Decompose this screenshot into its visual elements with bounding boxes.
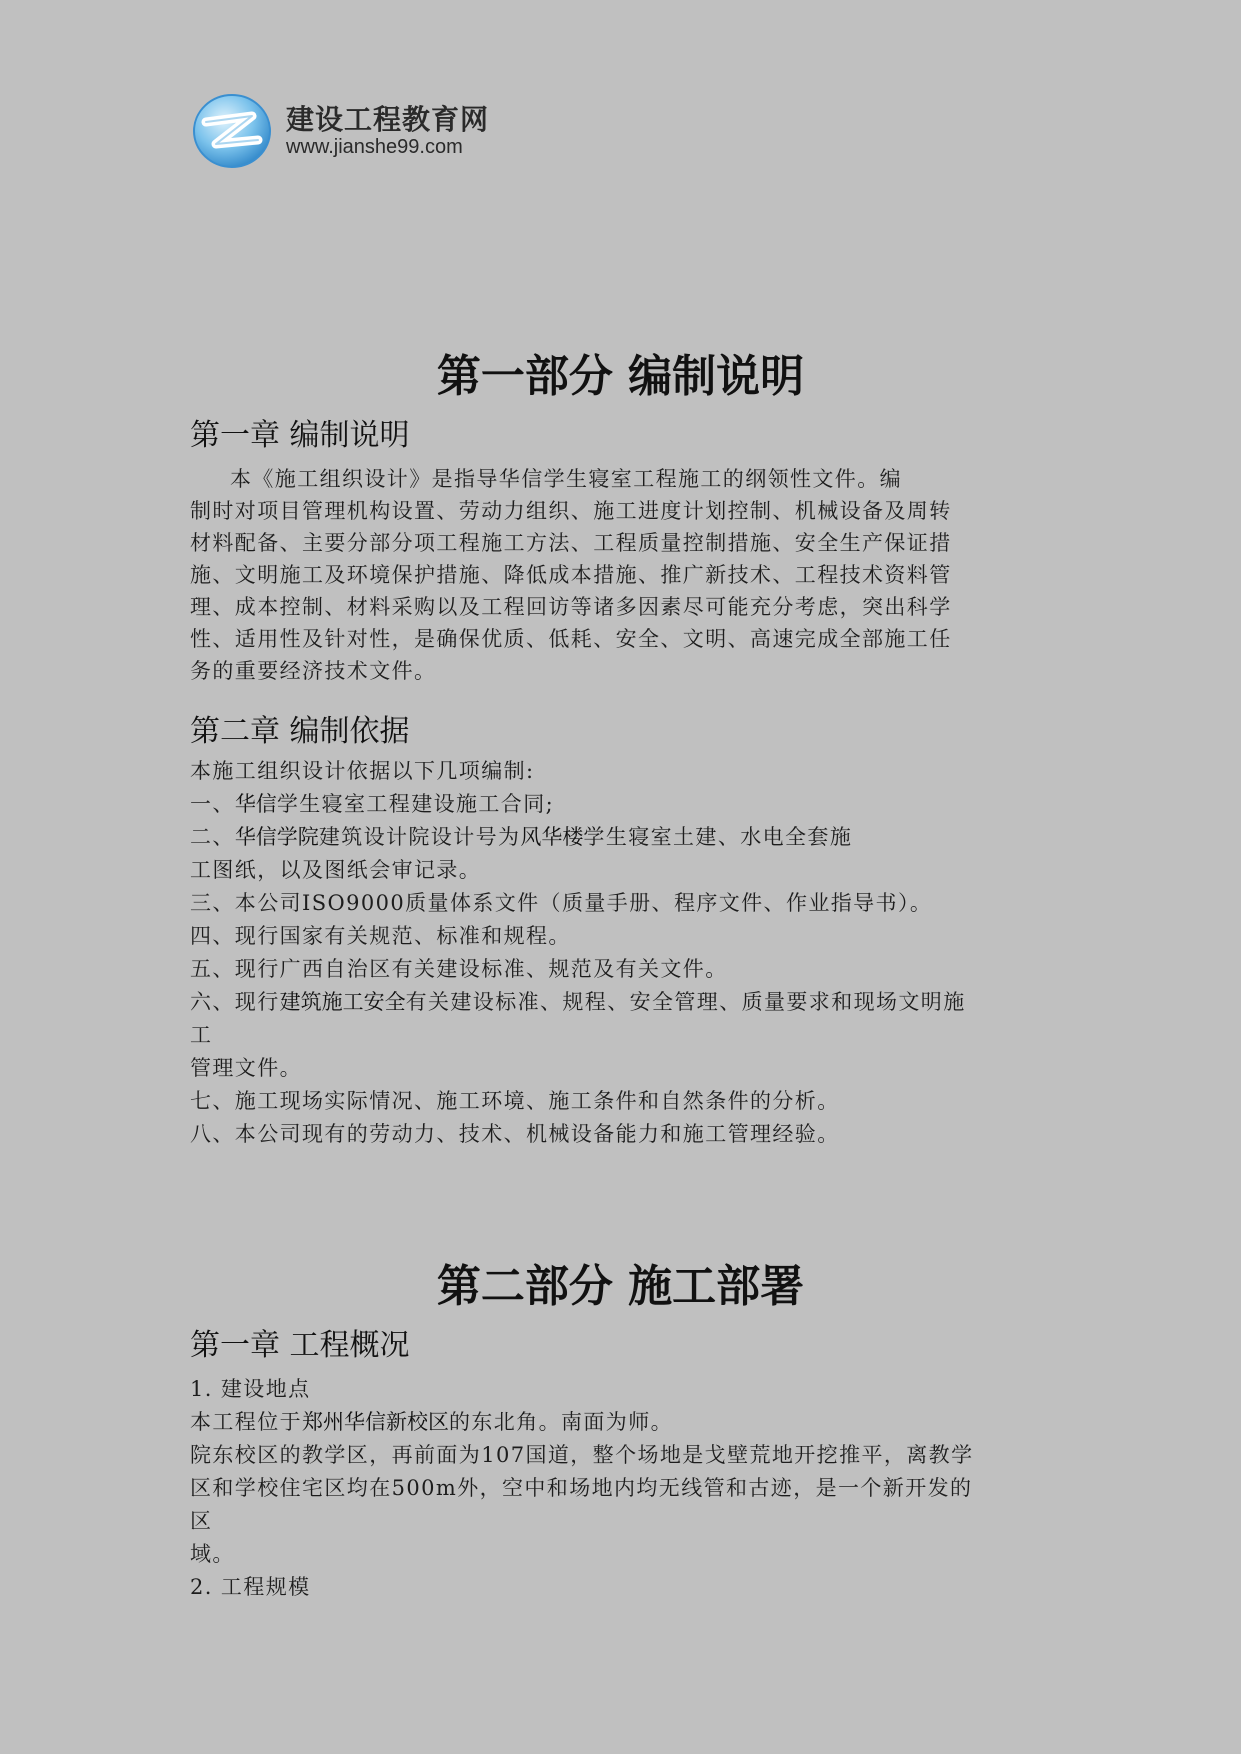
paragraph-line: 本《施工组织设计》是指导华信学生寝室工程施工的纲领性文件。编 — [230, 467, 902, 491]
basis-item-2 — [190, 822, 852, 852]
basis-item-prefix: 一、 — [190, 792, 235, 816]
part1-chapter1-title: 第一章 编制说明 — [190, 418, 410, 453]
basis-item-8: 八、本公司现有的劳动力、技术、机械设备能力和施工管理经验。 — [190, 1122, 840, 1146]
part2-chapter1-title: 第一章 工程概况 — [190, 1328, 410, 1363]
basis-item-4: 四、现行国家有关规范、标准和规程。 — [190, 924, 571, 948]
basis-item-7: 七、施工现场实际情况、施工环境、施工条件和自然条件的分析。 — [190, 1089, 840, 1113]
basis-item-prefix: 二、 — [190, 825, 235, 849]
basis-item-6 — [190, 987, 966, 1017]
basis-item-prefix: 六、现行 — [190, 990, 280, 1014]
logo-icon — [192, 92, 272, 170]
paragraph-line: 理、成本控制、材料采购以及工程回访等诸多因素尽可能充分考虑，突出科学 — [190, 595, 952, 619]
paragraph-line: 域。 — [190, 1542, 235, 1566]
paragraph-line: 性、适用性及针对性，是确保优质、低耗、安全、文明、高速完成全部施工任 — [190, 627, 952, 651]
paragraph-line: 材料配备、主要分部分项工程施工方法、工程质量控制措施、安全生产保证措 — [190, 531, 952, 555]
paragraph-line: 区和学校住宅区均在500m外，空中和场地内均无线管和古迹，是一个新开发的 — [190, 1476, 973, 1500]
highlight-text: 建筑施工安全 — [279, 990, 406, 1014]
basis-intro: 本施工组织设计依据以下几项编制: — [190, 759, 535, 783]
part1-chapter2-title: 第二章 编制依据 — [190, 714, 410, 749]
paragraph-line: 制时对项目管理机构设置、劳动力组织、施工进度计划控制、机械设备及周转 — [190, 499, 952, 523]
section-heading: 2. 工程规模 — [190, 1575, 311, 1599]
basis-item-1 — [190, 789, 554, 819]
paragraph-line: 院东校区的教学区，再前面为107国道，整个场地是戈壁荒地开挖推平，离教学 — [190, 1443, 974, 1467]
paragraph-line: 区 — [190, 1509, 213, 1533]
part2-title: 第二部分 施工部署 — [436, 1261, 805, 1312]
basis-item-text: 有关建设标准、规程、安全管理、质量要求和现场文明施 — [405, 990, 966, 1014]
highlight-text: 郑州华信新校区 — [302, 1410, 449, 1434]
part1-title: 第一部分 编制说明 — [436, 351, 805, 402]
basis-item-text: 建筑设计院设计号为 — [318, 825, 521, 849]
paragraph-text: 本工程位于 — [190, 1410, 302, 1434]
site-logo — [192, 92, 492, 172]
paragraph-line: 务的重要经济技术文件。 — [190, 659, 437, 683]
highlight-text: 华信学院 — [234, 825, 319, 849]
basis-item-6-cont: 管理文件。 — [190, 1056, 302, 1080]
section-heading: 1. 建设地点 — [190, 1377, 311, 1401]
highlight-text: 风华楼 — [520, 825, 584, 849]
highlight-text: 华信 — [234, 792, 277, 816]
basis-item-text: 学生寝室土建、水电全套施 — [583, 825, 853, 849]
paragraph-line: 施、文明施工及环境保护措施、降低成本措施、推广新技术、工程技术资料管 — [190, 563, 952, 587]
logo-url: www.jianshe99.com — [286, 136, 463, 158]
paragraph-line — [190, 1407, 673, 1437]
basis-item-text: 学生寝室工程建设施工合同; — [276, 792, 555, 816]
basis-item-2-cont: 工图纸，以及图纸会审记录。 — [190, 858, 482, 882]
basis-item-3: 三、本公司ISO9000质量体系文件（质量手册、程序文件、作业指导书）。 — [190, 891, 933, 915]
basis-item-6-cont: 工 — [190, 1023, 213, 1047]
paragraph-text: 的东北角。南面为师。 — [449, 1410, 673, 1434]
logo-name: 建设工程教育网 — [286, 103, 490, 136]
basis-item-5: 五、现行广西自治区有关建设标准、规范及有关文件。 — [190, 957, 728, 981]
